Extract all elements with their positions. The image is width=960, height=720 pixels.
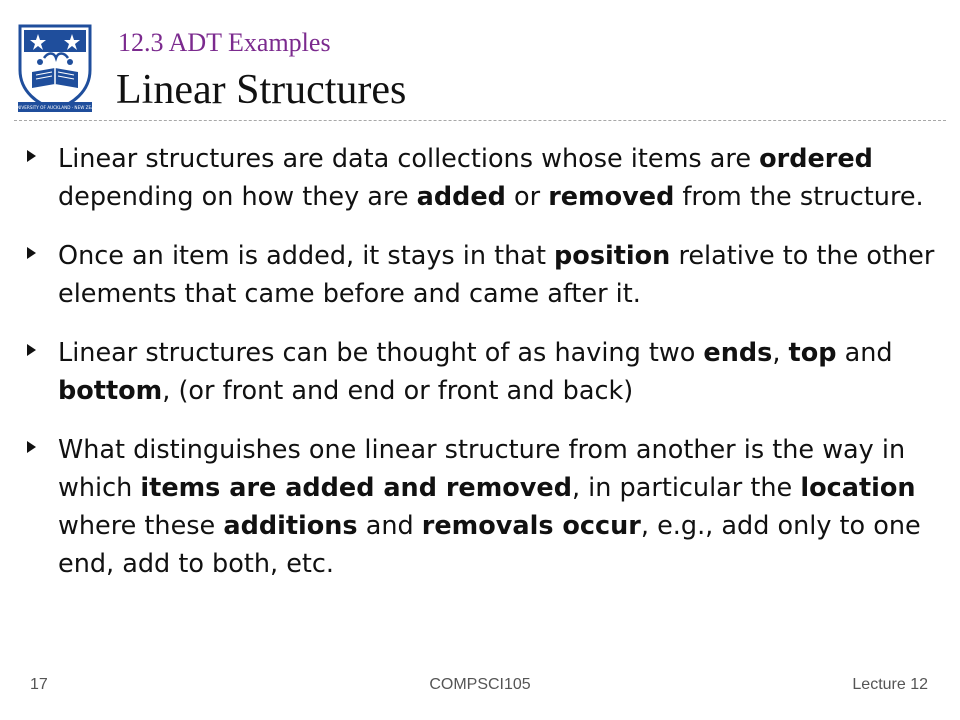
bullet-item: What distinguishes one linear structure from another is the way in which items are added and removed, in particular the location where these additions and removals occur, e.g., add only to one end, add to both, etc. [24,431,944,583]
logo-wordmark: THE UNIVERSITY OF AUCKLAND · NEW ZEALAND [4,105,106,110]
bullet-item: Once an item is added, it stays in that position relative to the other elements that came before and came after it. [24,237,944,313]
triangle-bullet-icon [27,247,36,259]
university-logo [4,22,106,114]
course-code: COMPSCI105 [429,676,531,693]
header-divider [14,120,946,121]
triangle-bullet-icon [27,344,36,356]
slide-subtitle: 12.3 ADT Examples [118,28,331,57]
slide-title: Linear Structures [116,67,407,113]
triangle-bullet-icon [27,150,36,162]
bullet-item: Linear structures are data collections whose items are ordered depending on how they are added or removed from the structure. [24,140,944,216]
bullet-item: Linear structures can be thought of as having two ends, top and bottom, (or front and end or front and back) [24,334,944,410]
bullet-list [24,140,944,604]
page-number: 17 [30,676,48,693]
triangle-bullet-icon [27,441,36,453]
lecture-label: Lecture 12 [852,676,928,693]
